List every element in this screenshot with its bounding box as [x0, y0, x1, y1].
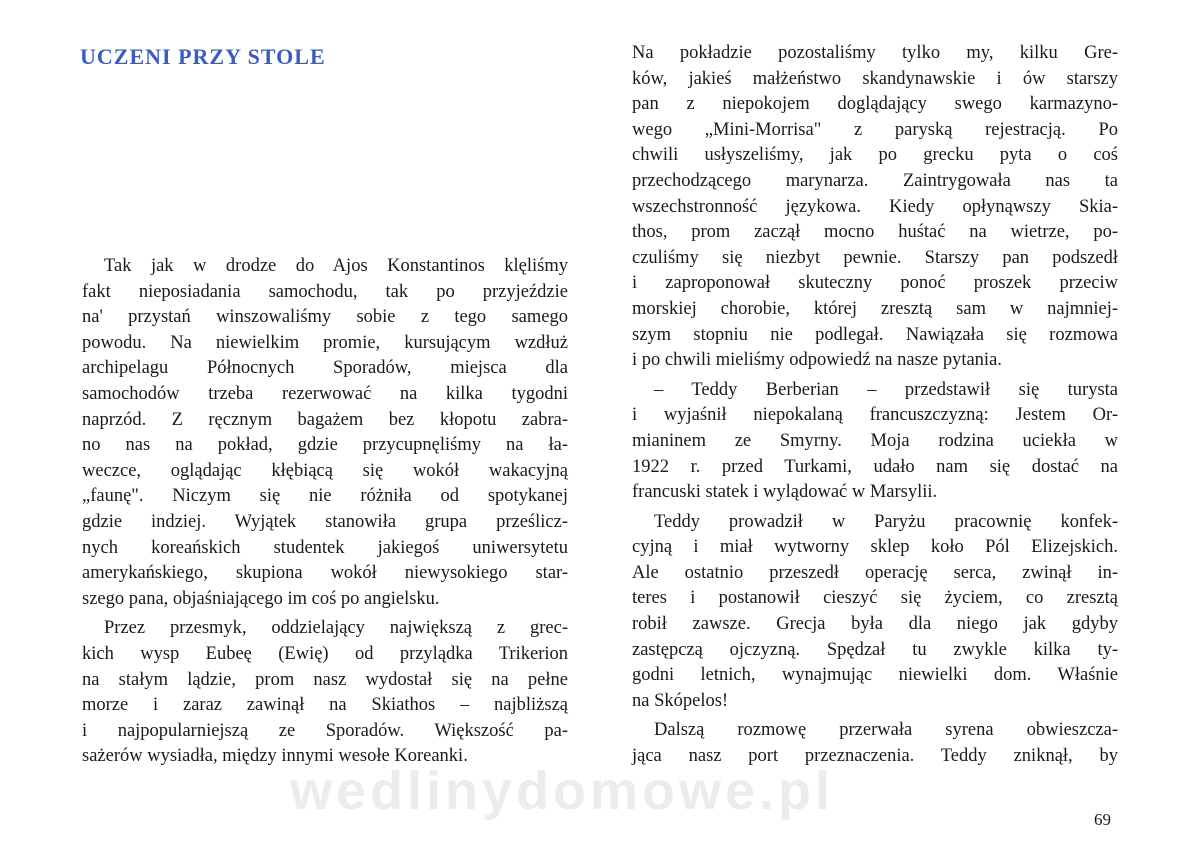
text-line: na Skópelos!	[632, 690, 729, 711]
text-line: naprzód. Z ręcznym bagażem bez kłopotu zabra-	[82, 409, 568, 430]
paragraph	[632, 378, 1118, 506]
chapter-title: UCZENI PRZY STOLE	[80, 44, 326, 69]
text-line: morskiej chorobie, której zresztą sam w najmniej-	[632, 298, 1118, 319]
text-line: zastępczą ojczyzną. Spędzał tu zwykle kilka ty-	[632, 639, 1118, 660]
text-line: no nas na pokład, gdzie przycupnęliśmy na ła-	[82, 435, 568, 456]
text-line: francuski statek i wylądować w Marsylii.	[632, 482, 938, 503]
text-line: jąca nasz port przeznaczenia. Teddy zniknął, by	[632, 746, 1118, 767]
text-line: nych koreańskich studentek jakiegoś uniwersytetu	[82, 537, 568, 558]
text-line: i po chwili mieliśmy odpowiedź na nasze pytania.	[632, 350, 1002, 371]
text-line: archipelagu Północnych Sporadów, miejsca dla	[82, 358, 568, 379]
text-line: teres i postanowił cieszyć się życiem, co zresztą	[632, 588, 1118, 609]
text-line: – Teddy Berberian – przedstawił się turysta	[654, 379, 1118, 400]
text-line: szego pana, objaśniającego im coś po angielsku.	[82, 588, 440, 609]
text-line: godni letnich, wynajmując niewielki dom. Właśnie	[632, 665, 1118, 686]
text-line: samochodów trzeba rezerwować na kilka tygodni	[82, 383, 568, 404]
right-column	[632, 41, 1118, 770]
text-line: ków, jakieś małżeństwo skandynawskie i ów starszy	[632, 68, 1118, 89]
text-line: powodu. Na niewielkim promie, kursującym wzdłuż	[82, 332, 568, 353]
text-line: amerykańskiego, skupiona wokół niewysokiego star-	[82, 563, 568, 584]
text-line: przechodzącego marynarza. Zaintrygowała nas ta	[632, 170, 1118, 191]
text-line: Na pokładzie pozostaliśmy tylko my, kilku Gre-	[632, 43, 1118, 63]
text-line: „faunę". Niczym się nie różniła od spotykanej	[82, 486, 568, 507]
text-line: na stałym lądzie, prom nasz wydostał się na pełne	[82, 669, 568, 690]
text-line: 1922 r. przed Turkami, udało nam się dostać na	[632, 456, 1118, 477]
watermark: wedlinydomowe.pl	[290, 761, 835, 821]
text-line: Ale ostatnio przeszedł operację serca, zwinął in-	[632, 562, 1118, 583]
text-line: i najpopularniejszą ze Sporadów. Większość pa-	[82, 720, 568, 741]
text-line: sażerów wysiadła, między innymi wesołe Koreanki.	[82, 746, 468, 767]
text-line: Dalszą rozmowę przerwała syrena obwieszcza-	[654, 720, 1118, 741]
page-number: 69	[1094, 810, 1111, 829]
text-line: na' przystań winszowaliśmy sobie z tego samego	[82, 307, 568, 328]
text-line: i zaproponował skuteczny ponoć proszek przeciw	[632, 273, 1118, 294]
text-line: robił zawsze. Grecja była dla niego jak gdyby	[632, 614, 1118, 635]
text-line: cyjną i miał wytworny sklep koło Pól Elizejskich.	[632, 537, 1118, 558]
paragraph	[82, 616, 568, 770]
text-line: wszechstronność językowa. Kiedy opłynąwszy Skia-	[632, 196, 1118, 217]
text-line: fakt nieposiadania samochodu, tak po przyjeździe	[82, 281, 568, 302]
paragraph	[632, 510, 1118, 715]
text-line: i wyjaśnił niepokalaną francuszczyzną: Jestem Or-	[632, 405, 1118, 426]
text-line: czuliśmy się niezbyt pewnie. Starszy pan podszedł	[632, 247, 1118, 268]
left-column	[82, 254, 568, 770]
paragraph	[632, 41, 1118, 374]
text-line: mianinem ze Smyrny. Moja rodzina uciekła w	[632, 430, 1118, 451]
text-line: pan z niepokojem doglądający swego karmazyno-	[632, 94, 1118, 115]
text-line: gdzie indziej. Wyjątek stanowiła grupa prześlicz-	[82, 511, 568, 532]
text-line: Tak jak w drodze do Ajos Konstantinos klęliśmy	[104, 256, 568, 276]
text-line: chwili usłyszeliśmy, jak po grecku pyta o coś	[632, 145, 1118, 166]
paragraph	[82, 254, 568, 612]
text-line: Przez przesmyk, oddzielający największą z grec-	[104, 618, 568, 639]
text-line: morze i zaraz zawinął na Skiathos – najbliższą	[82, 695, 568, 716]
text-line: thos, prom zaczął mocno huśtać na wietrze, po-	[632, 222, 1118, 243]
text-line: wego „Mini-Morrisa" z paryską rejestracją. Po	[632, 119, 1118, 140]
text-line: szym stopniu nie podlegał. Nawiązała się rozmowa	[632, 324, 1118, 345]
text-line: weczce, oglądając kłębiącą się wokół wakacyjną	[82, 460, 568, 481]
text-line: kich wysp Eubeę (Ewię) od przylądka Trikerion	[82, 643, 568, 664]
text-line: Teddy prowadził w Paryżu pracownię konfek-	[654, 511, 1118, 532]
